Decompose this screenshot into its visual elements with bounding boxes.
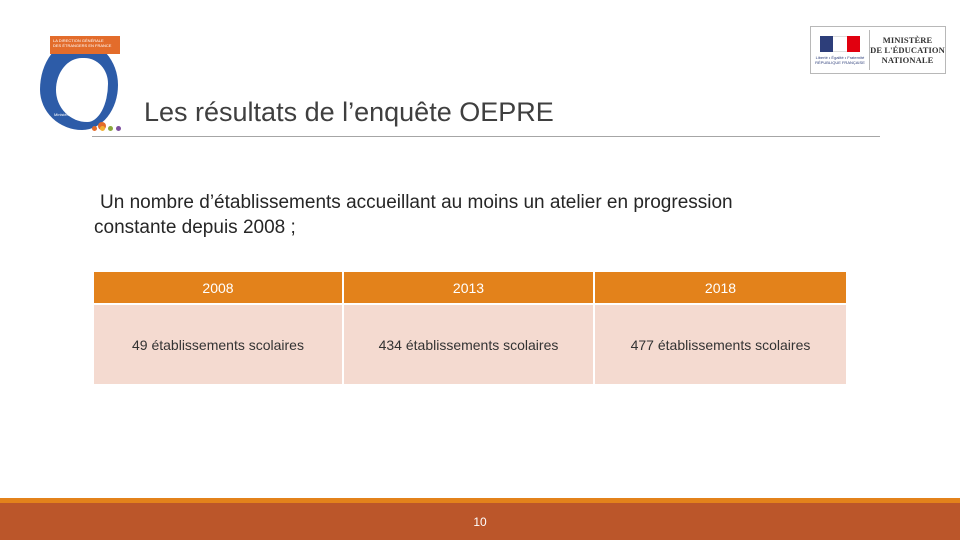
dgef-logo xyxy=(34,22,130,134)
table-cell: 434 établissements scolaires xyxy=(344,305,595,384)
table-cell: 49 établissements scolaires xyxy=(94,305,344,384)
results-table xyxy=(94,272,846,384)
table-row xyxy=(94,305,846,384)
ministry-line: NATIONALE xyxy=(881,55,934,65)
logo-banner xyxy=(50,36,120,54)
column-header-2018: 2018 xyxy=(595,272,846,305)
column-header-2013: 2013 xyxy=(344,272,595,305)
ministry-line: MINISTÈRE xyxy=(882,35,933,45)
slide-body-text xyxy=(94,190,854,240)
dot-icon xyxy=(92,126,97,131)
ministry-line: DE L'ÉDUCATION xyxy=(870,45,945,55)
dot-icon xyxy=(100,126,105,131)
logo-tagline: Ministère de l'Intérieur xyxy=(54,112,94,117)
body-line: constante depuis 2008 ; xyxy=(94,217,296,238)
column-header-2008: 2008 xyxy=(94,272,344,305)
logo-dots xyxy=(92,126,121,131)
republic-motto: Liberté • Égalité • Fraternité xyxy=(815,54,865,60)
page-number: 10 xyxy=(473,515,487,529)
logo-banner-line: LA DIRECTION GÉNÉRALE xyxy=(53,38,104,43)
ministry-logo xyxy=(810,26,946,74)
table-cell: 477 établissements scolaires xyxy=(595,305,846,384)
republic-mark xyxy=(811,27,869,73)
logo-banner-line: DES ÉTRANGERS EN FRANCE xyxy=(53,43,112,48)
body-line: Un nombre d’établissements accueillant au moins un atelier en progression xyxy=(100,192,733,213)
ministry-name xyxy=(870,35,945,65)
french-flag-icon xyxy=(820,36,860,52)
dot-icon xyxy=(116,126,121,131)
title-divider xyxy=(92,136,880,137)
republic-name: RÉPUBLIQUE FRANÇAISE xyxy=(815,59,865,65)
table-header-row xyxy=(94,272,846,305)
dot-icon xyxy=(108,126,113,131)
slide-title: Les résultats de l’enquête OEPRE xyxy=(144,97,554,127)
